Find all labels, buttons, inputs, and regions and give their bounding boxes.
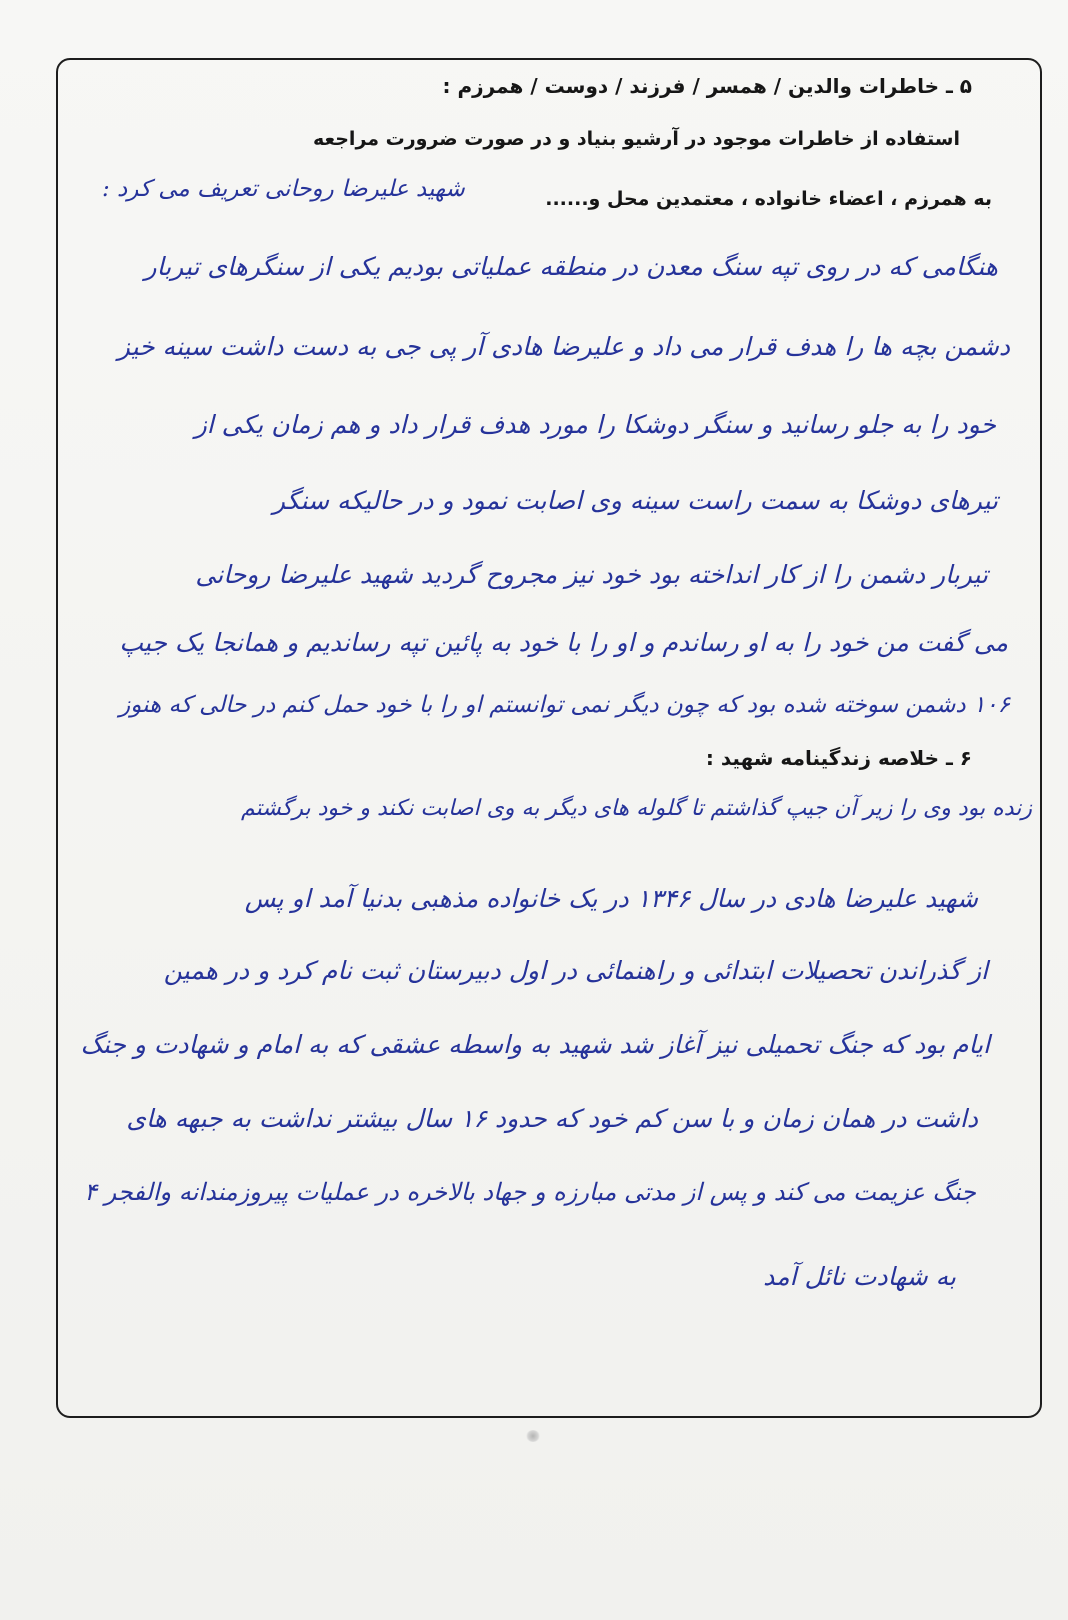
memoir-inline-note: شهید علیرضا روحانی تعریف می کرد :: [102, 176, 465, 202]
ink-smudge: [526, 1430, 540, 1442]
biography-line: داشت در همان زمان و با سن کم خود که حدود ۱۶ سال بیشتر نداشت به جبهه های: [126, 1104, 978, 1133]
biography-line: ایام بود که جنگ تحمیلی نیز آغاز شد شهید به واسطه عشقی که به امام و شهادت و جنگ: [80, 1030, 990, 1059]
biography-line: به شهادت نائل آمد: [763, 1262, 956, 1291]
memoir-line: زنده بود وی را زیر آن جیپ گذاشتم تا گلوله های دیگر به وی اصابت نکند و خود برگشتم: [240, 796, 1032, 821]
biography-line: از گذراندن تحصیلات ابتدائی و راهنمائی در اول دبیرستان ثبت نام کرد و در همین: [163, 956, 988, 985]
memoir-line: ۱۰۶ دشمن سوخته شده بود که چون دیگر نمی توانستم او را با خود حمل کنم در حالی که هنوز: [119, 692, 1010, 718]
section-5-instruction-line-2: به همرزم ، اعضاء خانواده ، معتمدین محل و......: [545, 188, 992, 210]
biography-line: جنگ عزیمت می کند و پس از مدتی مبارزه و جهاد بالاخره در عملیات پیروزمندانه والفجر ۴: [84, 1178, 976, 1206]
memoir-line: خود را به جلو رسانید و سنگر دوشکا را مورد هدف قرار داد و هم زمان یکی از: [194, 410, 996, 439]
section-5-instruction-line-1: استفاده از خاطرات موجود در آرشیو بنیاد و در صورت ضرورت مراجعه: [312, 128, 960, 150]
memoir-line: تیربار دشمن را از کار انداخته بود خود نیز مجروح گردید شهید علیرضا روحانی: [195, 560, 988, 589]
section-6-heading: ۶ ـ خلاصه زندگینامه شهید :: [705, 746, 972, 770]
section-5-heading: ۵ ـ خاطرات والدین / همسر / فرزند / دوست / همرزم :: [442, 74, 972, 98]
memoir-line: می گفت من خود را به او رساندم و او را با خود به پائین تپه رساندیم و همانجا یک جیپ: [119, 628, 1008, 657]
memoir-line: هنگامی که در روی تپه سنگ معدن در منطقه عملیاتی بودیم یکی از سنگرهای تیربار: [144, 252, 998, 281]
memoir-line: دشمن بچه ها را هدف قرار می داد و علیرضا هادی آر پی جی به دست داشت سینه خیز: [117, 332, 1010, 361]
biography-line: شهید علیرضا هادی در سال ۱۳۴۶ در یک خانواده مذهبی بدنیا آمد او پس: [244, 884, 978, 913]
memoir-line: تیرهای دوشکا به سمت راست سینه وی اصابت نمود و در حالیکه سنگر: [272, 486, 998, 515]
